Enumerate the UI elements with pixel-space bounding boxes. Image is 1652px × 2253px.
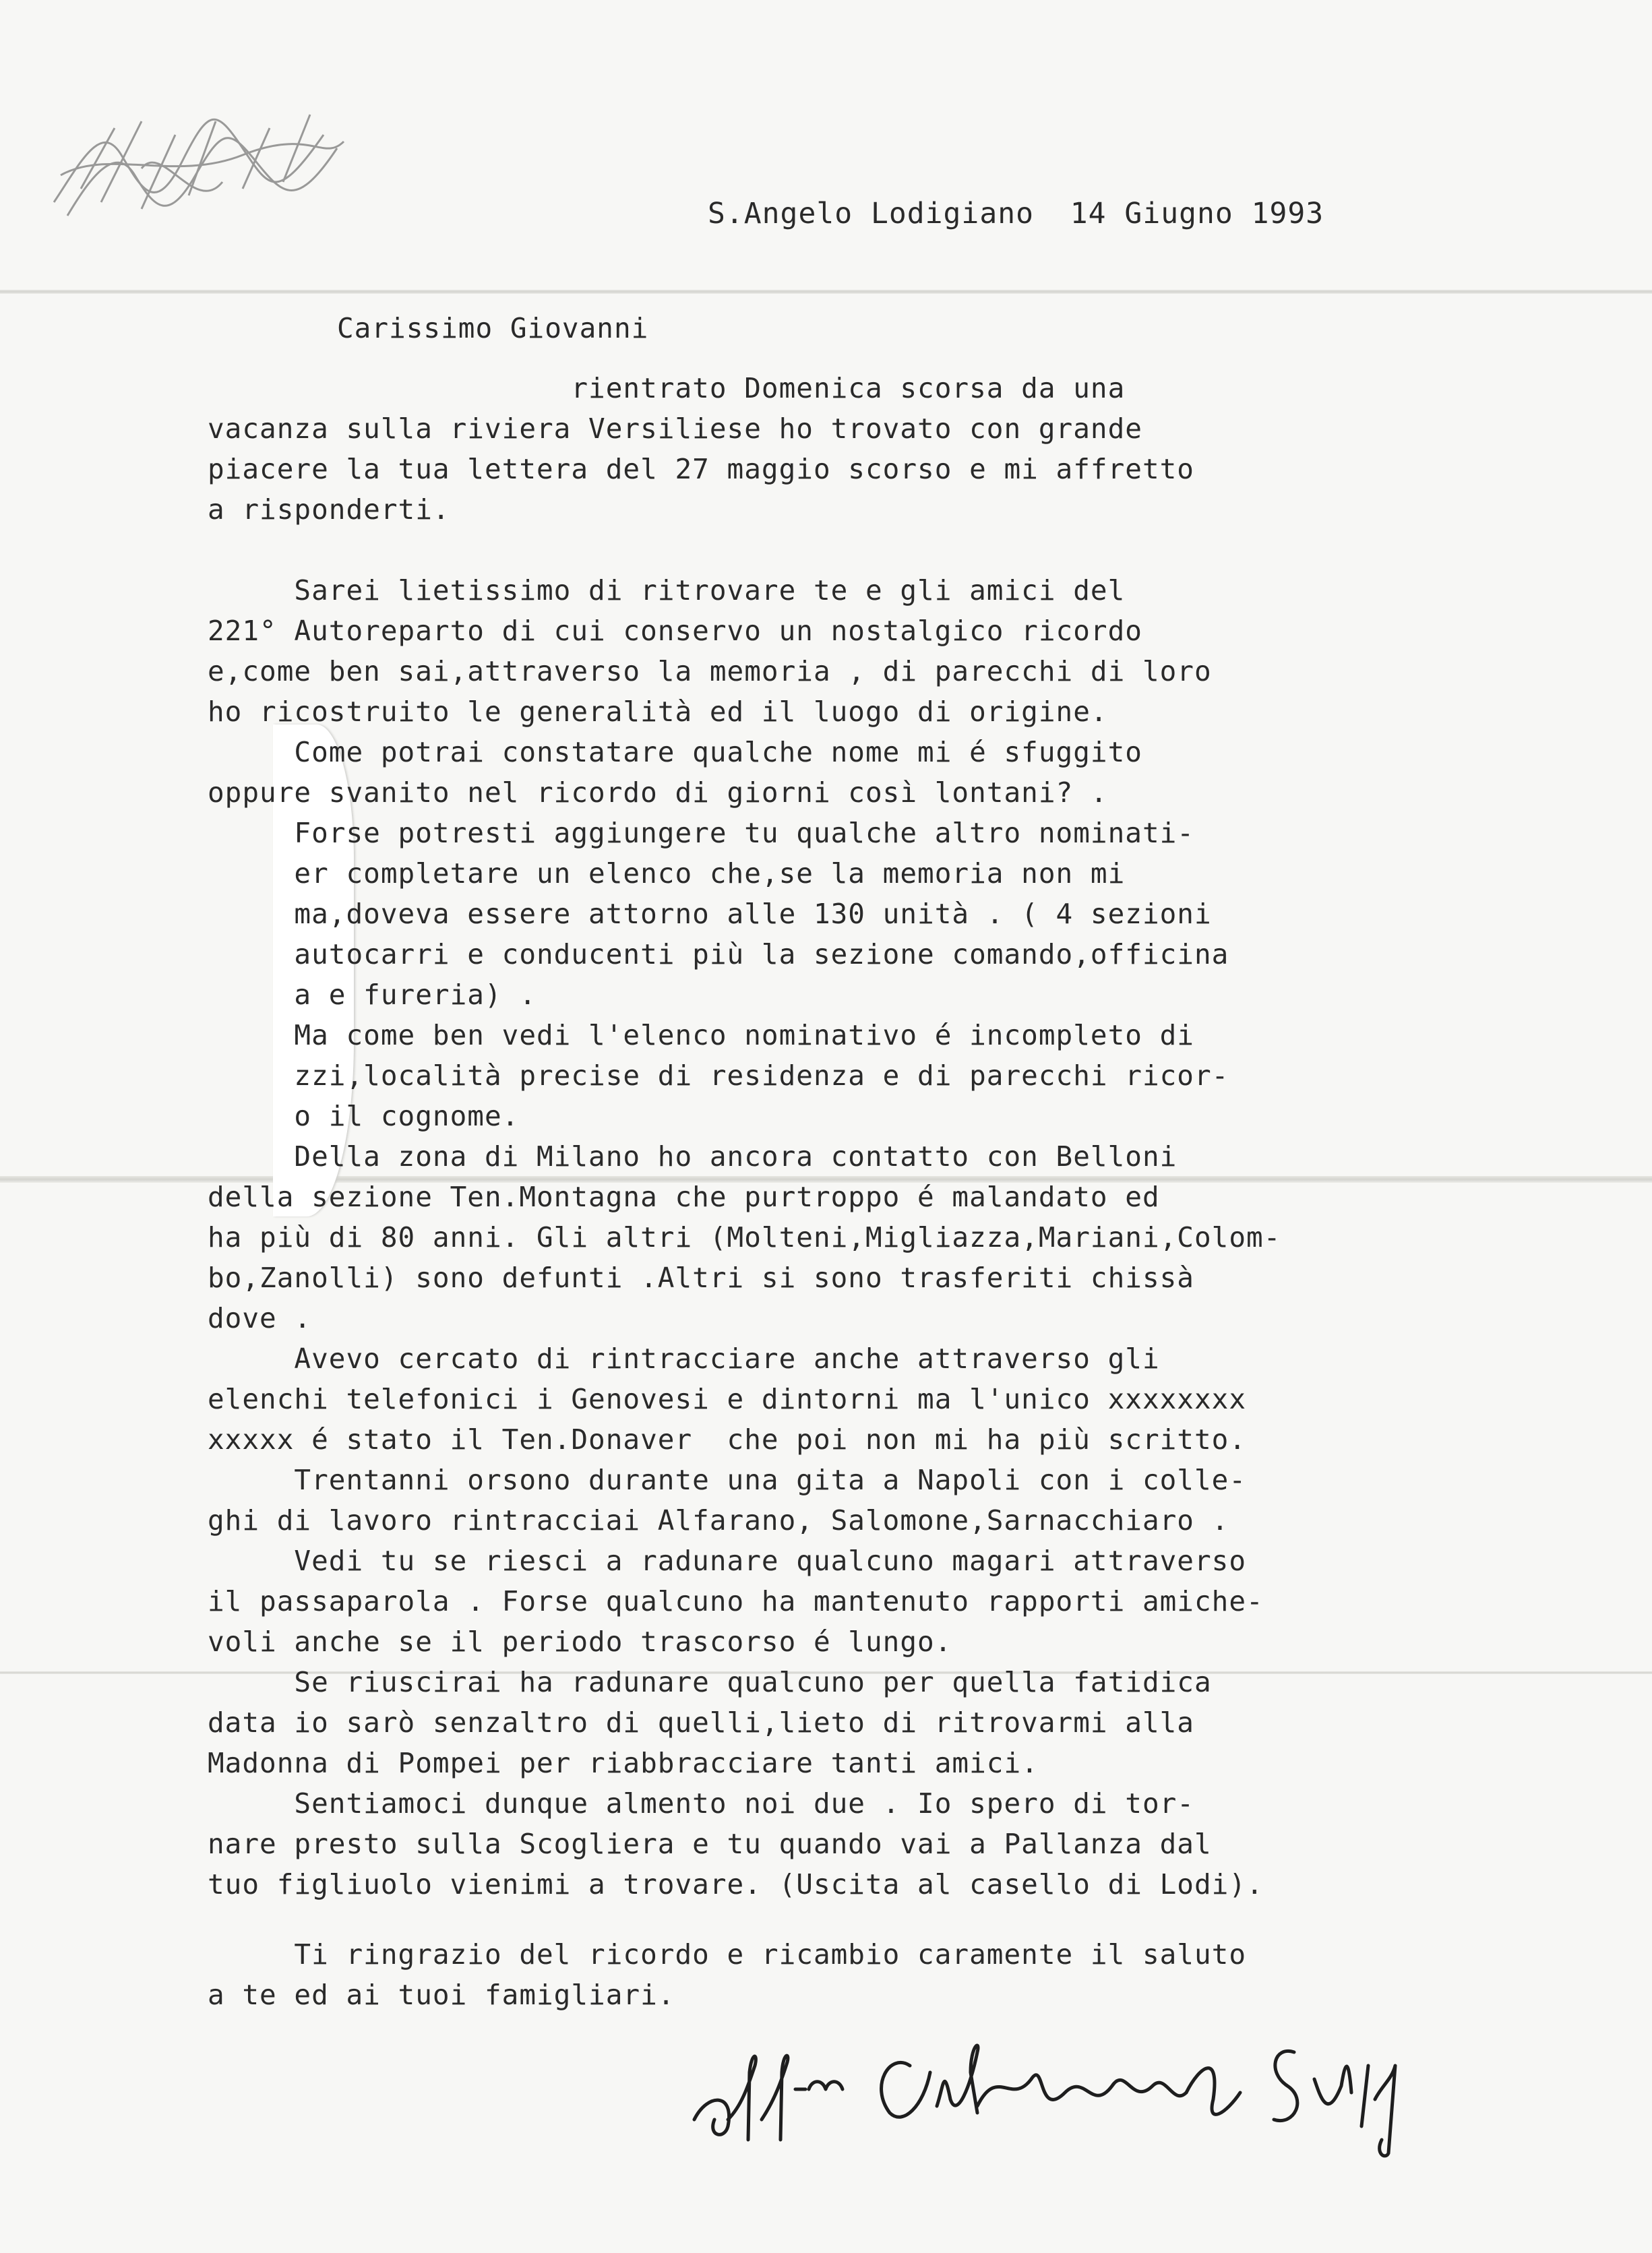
body-line: data io sarò senzaltro di quelli,lieto di ritrovarmi alla [208,1706,1194,1739]
body-line: bo,Zanolli) sono defunti .Altri si sono trasferiti chissà [208,1262,1194,1294]
body-line: Madonna di Pompei per riabbracciare tanti amici. [208,1747,1039,1779]
body-line: piacere la tua lettera del 27 maggio scorso e mi affretto [208,453,1194,485]
body-line: voli anche se il periodo trascorso é lungo. [208,1626,952,1658]
paper-fold [0,290,1652,294]
letter-date: S.Angelo Lodigiano 14 Giugno 1993 [708,197,1324,230]
body-line: o il cognome. [208,1100,520,1132]
body-line: Ti ringrazio del ricordo e ricambio caramente il saluto [208,1938,1247,1971]
body-line: a risponderti. [208,493,450,526]
body-line: elenchi telefonici i Genovesi e dintorni ma l'unico xxxxxxxx [208,1383,1247,1415]
body-line: ghi di lavoro rintracciai Alfarano, Salomone,Sarnacchiaro . [208,1504,1229,1537]
body-line: xxxxx é stato il Ten.Donaver che poi non mi ha più scritto. [208,1423,1247,1456]
handwritten-signature [687,2025,1429,2160]
body-line: Della zona di Milano ho ancora contatto con Belloni [208,1140,1177,1173]
body-line: 221° Autoreparto di cui conservo un nostalgico ricordo [208,615,1142,647]
body-line: ma,doveva essere attorno alle 130 unità . ( 4 sezioni [208,898,1212,930]
body-line: il passaparola . Forse qualcuno ha mantenuto rapporti amiche- [208,1585,1264,1617]
body-line: tuo figliuolo vienimi a trovare. (Uscita al casello di Lodi). [208,1868,1264,1901]
body-line: er completare un elenco che,se la memoria non mi [208,857,1126,890]
body-line: Se riuscirai ha radunare qualcuno per quella fatidica [208,1666,1212,1698]
body-line: dove . [208,1302,312,1334]
body-line: ho ricostruito le generalità ed il luogo di origine. [208,696,1108,728]
pencil-scribble-icon [40,81,357,236]
body-line: Sentiamoci dunque almento noi due . Io spero di tor- [208,1787,1194,1820]
body-line: ha più di 80 anni. Gli altri (Molteni,Migliazza,Mariani,Colom- [208,1221,1281,1254]
body-line: Sarei lietissimo di ritrovare te e gli amici del [208,574,1126,607]
body-line: autocarri e conducenti più la sezione comando,officina [208,938,1229,970]
body-line: zzi,località precise di residenza e di parecchi ricor- [208,1059,1229,1092]
body-line: rientrato Domenica scorsa da una [208,372,1126,404]
body-line: Vedi tu se riesci a radunare qualcuno magari attraverso [208,1545,1247,1577]
body-line: Forse potresti aggiungere tu qualche altro nominati- [208,817,1194,849]
body-line: Come potrai constatare qualche nome mi é sfuggito [208,736,1142,768]
letter-salutation: Carissimo Giovanni [337,312,649,344]
body-line: della sezione Ten.Montagna che purtroppo é malandato ed [208,1181,1160,1213]
body-line: vacanza sulla riviera Versiliese ho trovato con grande [208,412,1142,445]
body-line: nare presto sulla Scogliera e tu quando vai a Pallanza dal [208,1828,1212,1860]
body-line: a te ed ai tuoi famigliari. [208,1979,675,2011]
body-line: e,come ben sai,attraverso la memoria , di parecchi di loro [208,655,1212,687]
body-line: oppure svanito nel ricordo di giorni così lontani? . [208,776,1108,809]
body-line: Ma come ben vedi l'elenco nominativo é incompleto di [208,1019,1194,1051]
body-line: a e fureria) . [208,979,537,1011]
body-line: Avevo cercato di rintracciare anche attraverso gli [208,1342,1160,1375]
body-line: Trentanni orsono durante una gita a Napoli con i colle- [208,1464,1247,1496]
